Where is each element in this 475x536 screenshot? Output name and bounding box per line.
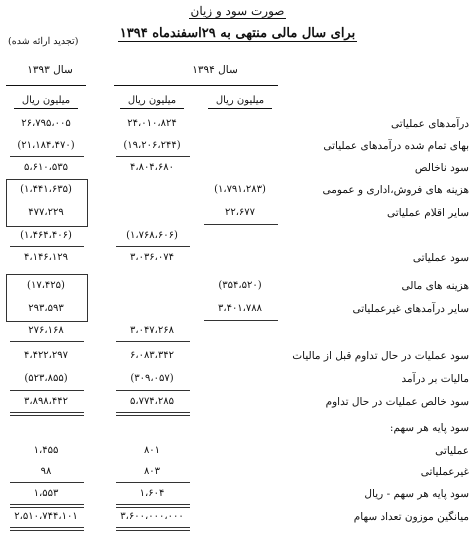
subtotal-rule: [116, 482, 190, 483]
row-value-1394: (۱،۷۶۸،۶۰۶): [126, 230, 178, 241]
subtotal-rule: [116, 156, 190, 157]
total-double-rule: [10, 527, 84, 531]
row-value-1393: (۱۷،۴۲۵): [27, 280, 65, 291]
unit-header-1394-detail: میلیون ریال: [215, 95, 265, 106]
subtotal-rule: [10, 246, 84, 247]
row-value-1393: (۱،۴۶۴،۴۰۶): [20, 230, 72, 241]
restated-note: (تجدید ارائه شده): [8, 36, 79, 47]
row-label: سایر اقلام عملیاتی: [387, 207, 469, 219]
row-value-1393: ۳،۸۹۸،۴۴۲: [23, 396, 69, 407]
subtotal-rule: [10, 482, 84, 483]
row-value-1394: ۳،۰۳۶،۰۷۴: [129, 252, 175, 263]
statement-subtitle: برای سال مالی منتهی به ۲۹اسفندماه ۱۳۹۴: [119, 26, 356, 41]
unit-rule: [14, 108, 78, 109]
row-value-1393: ۱،۴۵۵: [33, 445, 59, 456]
row-value-1393: (۵۲۳،۸۵۵): [24, 373, 68, 384]
row-value-1393: (۱،۴۴۱،۶۳۵): [20, 184, 72, 195]
row-value-1394: (۱۹،۲۰۶،۲۴۴): [123, 140, 181, 151]
total-double-rule: [10, 504, 84, 508]
row-value-1394: ۲۴،۰۱۰،۸۲۴: [127, 118, 177, 129]
unit-header-1394-total: میلیون ریال: [127, 95, 177, 106]
row-value-1393: ۵،۶۱۰،۵۳۵: [23, 162, 69, 173]
row-label: سود عملیات در حال تداوم قبل از مالیات: [292, 350, 469, 362]
row-value-1394: ۳،۶۰۰،۰۰۰،۰۰۰: [120, 511, 184, 522]
row-value-1394: ۴،۸۰۴،۶۸۰: [129, 162, 175, 173]
row-label: سود ناخالص: [414, 162, 469, 174]
row-value-1394: ۱،۶۰۴: [139, 488, 165, 499]
subtotal-rule: [116, 246, 190, 247]
row-value-1393: ۲۷۶،۱۶۸: [28, 325, 64, 336]
unit-rule: [208, 108, 272, 109]
row-value-1394: (۳۰۹،۰۵۷): [130, 373, 174, 384]
subtotal-rule: [10, 156, 84, 157]
statement-title: صورت سود و زیان: [190, 4, 285, 18]
row-label: عملیاتی: [435, 445, 469, 457]
row-value-1394: ۶،۰۸۳،۳۴۲: [129, 350, 175, 361]
subtotal-rule: [116, 341, 190, 342]
subtotal-rule: [204, 224, 278, 225]
eps-section-label: سود پایه هر سهم:: [389, 422, 469, 434]
row-value-1394: ۳،۰۴۷،۲۶۸: [129, 325, 175, 336]
total-double-rule: [116, 504, 190, 508]
row-label: هزینه های فروش،اداری و عمومی: [322, 184, 469, 196]
total-double-rule: [116, 527, 190, 531]
row-value-1394: ۸۰۱: [143, 445, 161, 456]
row-label: سود عملیاتی: [412, 252, 469, 264]
row-label: درآمدهای عملیاتی: [391, 118, 469, 130]
row-label: سایر درآمدهای غیرعملیاتی: [352, 303, 469, 315]
year-1393-rule: [6, 85, 86, 86]
unit-header-1393: میلیون ریال: [21, 95, 71, 106]
year-1394-rule: [114, 85, 278, 86]
row-label: سود پایه هر سهم - ریال: [364, 488, 469, 500]
row-value-1394-detail: (۳۵۴،۵۲۰): [218, 280, 262, 291]
year-1394-header: سال ۱۳۹۴: [192, 64, 238, 76]
row-value-1394-detail: ۲۲،۶۷۷: [224, 207, 256, 218]
row-value-1393: ۲،۵۱۰،۷۴۴،۱۰۱: [14, 511, 78, 522]
row-value-1394-detail: ۳،۴۰۱،۷۸۸: [217, 303, 263, 314]
subtotal-rule: [204, 320, 278, 321]
row-label: هزینه های مالی: [401, 280, 469, 292]
row-value-1393: (۲۱،۱۸۴،۴۷۰): [17, 140, 75, 151]
row-value-1393: ۴۷۷،۲۲۹: [28, 207, 64, 218]
row-value-1393: ۹۸: [40, 466, 52, 477]
year-1393-header: سال ۱۳۹۳: [27, 64, 73, 76]
subtotal-rule: [116, 390, 190, 391]
subtotal-rule: [10, 341, 84, 342]
total-double-rule: [10, 412, 84, 416]
row-label: میانگین موزون تعداد سهام: [353, 511, 469, 523]
row-label: سود خالص عملیات در حال تداوم: [325, 396, 469, 408]
unit-rule: [120, 108, 184, 109]
subtotal-rule: [10, 390, 84, 391]
row-value-1393: ۲۹۳،۵۹۳: [28, 303, 64, 314]
row-label: بهای تمام شده درآمدهای عملیاتی: [323, 140, 469, 152]
row-value-1393: ۴،۴۲۲،۲۹۷: [23, 350, 69, 361]
row-value-1394: ۸۰۳: [143, 466, 161, 477]
row-value-1393: ۱،۵۵۳: [33, 488, 59, 499]
row-value-1394-detail: (۱،۷۹۱،۲۸۳): [214, 184, 266, 195]
row-label: مالیات بر درآمد: [401, 373, 469, 385]
row-value-1394: ۵،۷۷۴،۲۸۵: [129, 396, 175, 407]
row-value-1393: ۲۶،۷۹۵،۰۰۵: [21, 118, 71, 129]
row-label: غیرعملیاتی: [420, 466, 469, 478]
total-double-rule: [116, 412, 190, 416]
row-value-1393: ۴،۱۴۶،۱۲۹: [23, 252, 69, 263]
